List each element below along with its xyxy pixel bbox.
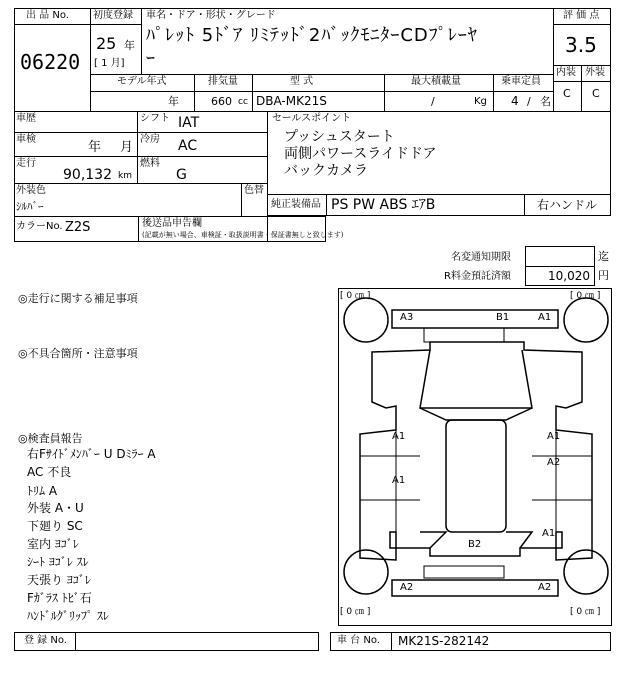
max-load-value: / [431, 95, 435, 108]
sales-point-label: セールスポイント [272, 113, 352, 124]
interior-label: 内装 [556, 67, 576, 78]
inspector-line-4: 外装 A・U [27, 501, 84, 515]
mark-right-rear: A2 [547, 457, 561, 468]
capacity-value: 4 [511, 94, 519, 108]
recycle-label: R料金預託済額 [444, 271, 511, 282]
equipment-label: 純正装備品 [271, 199, 321, 210]
inspection-month-unit: 月 [120, 140, 134, 155]
mark-left-front: A1 [392, 431, 406, 442]
chassis-value: MK21S-282142 [398, 634, 490, 648]
mark-front-a3: A3 [400, 312, 414, 323]
mileage-unit: km [118, 171, 132, 181]
sales-point-3: バックカメラ [284, 163, 368, 179]
model-year-label: モデル年式 [117, 76, 167, 87]
corner-top-left: [ 0 ㎝ ] [340, 291, 371, 301]
car-name-line2: ｰ [146, 48, 155, 69]
inspector-line-8: 天張り ﾖｺﾞﾚ [27, 573, 91, 587]
recycle-unit: 円 [598, 269, 609, 282]
car-name-label: 車名・ドア・形状・グレード [146, 10, 276, 21]
inspector-label: ◎検査員報告 [18, 432, 83, 445]
defects-label: ◎不具合箇所・注意事項 [18, 347, 138, 360]
displacement-value: 660 [211, 95, 232, 108]
corner-bottom-right: [ 0 ㎝ ] [570, 607, 601, 617]
interior-grade: C [563, 87, 571, 100]
mileage-value: 90,132 [63, 167, 112, 183]
rear-plate [424, 566, 504, 578]
front-bumper [392, 310, 558, 328]
chassis-label: 車 台 No. [337, 635, 380, 646]
capacity-sep: / [527, 95, 531, 108]
mark-left-rear: A1 [392, 475, 406, 486]
exterior-label: 外装 [585, 67, 605, 78]
roof-panel [446, 420, 506, 532]
score-label: 評 価 点 [563, 10, 600, 21]
mark-right-front: A1 [547, 431, 561, 442]
fuel-label: 燃料 [140, 158, 160, 169]
color-no-value: Z2S [65, 220, 91, 235]
mark-rear-a2-left: A2 [400, 582, 414, 593]
inspector-line-2: AC 不良 [27, 465, 72, 479]
corner-top-right: [ 0 ㎝ ] [570, 291, 601, 301]
lot-label: 出 品 No. [26, 10, 69, 21]
first-reg-month: [ 1 月] [94, 58, 125, 69]
rear-bumper [392, 580, 558, 596]
mark-rear-b2: B2 [468, 539, 482, 550]
equipment-value: PS PW ABS ｴｱB [331, 197, 436, 213]
reg-no-label: 登 録 No. [24, 635, 67, 646]
recycle-value: 10,020 [548, 269, 590, 283]
capacity-label: 乗車定員 [501, 76, 541, 87]
color-no-label: カラーNo. [16, 221, 63, 232]
fuel-value: G [176, 167, 187, 183]
ac-label: 冷房 [140, 134, 160, 145]
mark-front-b1: B1 [496, 312, 510, 323]
score-value: 3.5 [565, 33, 597, 57]
ac-value: AC [178, 138, 198, 154]
repaint-label: 色替 [244, 185, 264, 196]
steering-value: 右ハンドル [537, 198, 598, 212]
tire-front-right [564, 298, 608, 342]
mark-rear-a2-right: A2 [538, 582, 552, 593]
first-reg-year: 25 [96, 34, 117, 53]
displacement-label: 排気量 [208, 76, 238, 87]
capacity-unit: 名 [540, 95, 551, 108]
mileage-label: 走行 [16, 158, 36, 169]
front-grille [424, 328, 504, 342]
ext-color-value: ｼﾙﾊﾞｰ [16, 200, 44, 213]
inspection-year-unit: 年 [88, 140, 102, 155]
inspector-line-7: ｼｰﾄ ﾖｺﾞﾚ ｽﾚ [27, 555, 89, 569]
max-load-unit: Kg [474, 96, 487, 107]
displacement-unit: cc [238, 97, 248, 107]
body-outline [360, 342, 592, 560]
post-doc-label: 後送品申告欄 [142, 218, 202, 229]
car-name-line1: ﾊﾟﾚｯﾄ 5ﾄﾞｱ ﾘﾐﾃｯﾄﾞ2ﾊﾞｯｸﾓﾆﾀｰCDﾌﾟﾚｰﾔ [146, 25, 478, 46]
inspector-line-5: 下廻り SC [27, 519, 83, 533]
max-load-label: 最大積載量 [411, 76, 461, 87]
mark-right-low: A1 [542, 528, 556, 539]
first-reg-year-unit: 年 [124, 39, 135, 52]
type-label: 型 式 [290, 76, 314, 87]
driving-remarks-label: ◎走行に関する補足事項 [18, 292, 138, 305]
corner-bottom-left: [ 0 ㎝ ] [340, 607, 371, 617]
tire-front-left [344, 298, 388, 342]
first-reg-label: 初度登録 [93, 10, 133, 21]
sales-point-1: プッシュスタート [284, 129, 395, 145]
shift-value: IAT [178, 115, 200, 131]
transfer-label: 名変通知期限 [451, 252, 511, 263]
inspection-label: 車検 [16, 134, 36, 145]
history-label: 車歴 [16, 113, 36, 124]
inspector-line-6: 室内 ﾖｺﾞﾚ [27, 537, 79, 551]
ext-color-label: 外装色 [16, 185, 46, 196]
inspector-line-3: ﾄﾘﾑ A [27, 484, 58, 498]
windshield [420, 408, 532, 420]
inspector-line-1: 右Fｻｲﾄﾞﾒﾝﾊﾞｰ U Dﾐﾗｰ A [27, 447, 156, 461]
tire-rear-left [344, 550, 388, 594]
hood-panel [420, 350, 532, 408]
inspector-line-10: ﾊﾝﾄﾞﾙｸﾞﾘｯﾌﾟ ｽﾚ [27, 609, 109, 623]
post-doc-note: (記載が無い場合、車検証・取扱説明書・保証書無しと致します) [142, 231, 344, 239]
tire-rear-right [564, 550, 608, 594]
exterior-grade: C [592, 87, 600, 100]
inspector-line-9: Fｶﾞﾗｽ ﾄﾋﾞ石 [27, 591, 92, 605]
shift-label: シフト [140, 113, 170, 124]
lot-number: 06220 [20, 50, 81, 74]
sales-point-2: 両側パワースライドドア [284, 146, 437, 162]
model-year-unit: 年 [168, 95, 179, 108]
transfer-unit: 迄 [598, 250, 609, 263]
mark-front-a1: A1 [538, 312, 552, 323]
type-value: DBA-MK21S [256, 94, 327, 108]
